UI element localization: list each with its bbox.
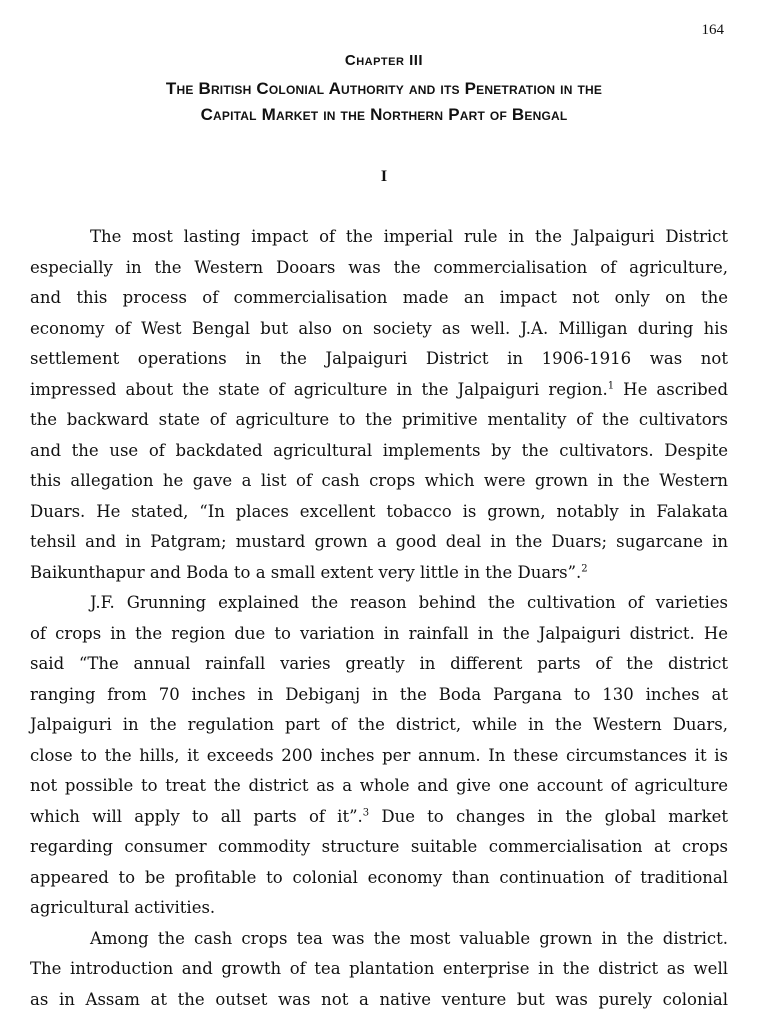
text-line: ranging from 70 inches in Debiganj in the Boda Pargana to 130 inches at — [30, 684, 728, 704]
text-line: impressed about the state of agriculture in the Jalpaiguri region.$^1$ He ascribed — [30, 379, 729, 399]
text-line: appeared to be profitable to colonial economy than continuation of traditional — [30, 867, 728, 887]
text-line: especially in the Western Dooars was the commercialisation of agriculture, — [30, 257, 728, 277]
text-line: J.F. Grunning explained the reason behind the cultivation of varieties — [90, 593, 728, 612]
footnote-marker[interactable]: 1 — [607, 380, 615, 391]
text-line: and the use of backdated agricultural implements by the cultivators. Despite — [30, 440, 728, 460]
text-line: and this process of commercialisation made an impact not only on the — [30, 288, 728, 307]
text-line: as in Assam at the outset was not a native venture but was purely colonial — [30, 989, 728, 1009]
text-line: of crops in the region due to variation in rainfall in the Jalpaiguri district. He — [30, 623, 728, 643]
text-line: the backward state of agriculture to the primitive mentality of the cultivators — [30, 410, 728, 429]
text-line: Jalpaiguri in the regulation part of the district, while in the Western Duars, — [30, 715, 728, 734]
chapter-title-line: Capital Market in the Northern Part of Bengal — [200, 105, 568, 124]
chapter-title — [40, 76, 728, 128]
text-line: this allegation he gave a list of cash crops which were grown in the Western — [30, 471, 728, 490]
text-line: settlement operations in the Jalpaiguri District in 1906-1916 was not — [30, 349, 728, 368]
text-line: The introduction and growth of tea plantation enterprise in the district as well — [30, 959, 728, 978]
text-line: regarding consumer commodity structure suitable commercialisation at crops — [30, 837, 728, 856]
text-line: Duars. He stated, “In places excellent tobacco is grown, notably in Falakata — [30, 501, 728, 521]
text-line: agricultural activities. — [30, 898, 216, 917]
body-text — [30, 222, 728, 1015]
text-line: Baikunthapur and Boda to a small extent very little in the Duars”.$^2$ — [30, 562, 588, 582]
text-line: Among the cash crops tea was the most valuable grown in the district. — [90, 928, 728, 948]
page-number: 164 — [701, 22, 724, 38]
chapter-title-line: The British Colonial Authority and its Penetration in the — [165, 79, 603, 98]
text-line: close to the hills, it exceeds 200 inches per annum. In these circumstances it is — [30, 745, 728, 765]
text-line: not possible to treat the district as a whole and give one account of agriculture — [30, 776, 728, 795]
text-line: which will apply to all parts of it”.$^3$ Due to changes in the global market — [30, 806, 729, 826]
section-numeral: I — [380, 168, 388, 185]
text-line: The most lasting impact of the imperial rule in the Jalpaiguri District — [90, 227, 728, 246]
footnote-marker[interactable]: 2 — [581, 563, 588, 574]
chapter-label: Chapter III — [344, 52, 424, 69]
footnote-marker[interactable]: 3 — [362, 807, 370, 818]
text-line: said “The annual rainfall varies greatly in different parts of the district — [30, 654, 728, 673]
text-line: economy of West Bengal but also on society as well. J.A. Milligan during his — [30, 318, 728, 338]
text-line: tehsil and in Patgram; mustard grown a good deal in the Duars; sugarcane in — [30, 532, 728, 551]
